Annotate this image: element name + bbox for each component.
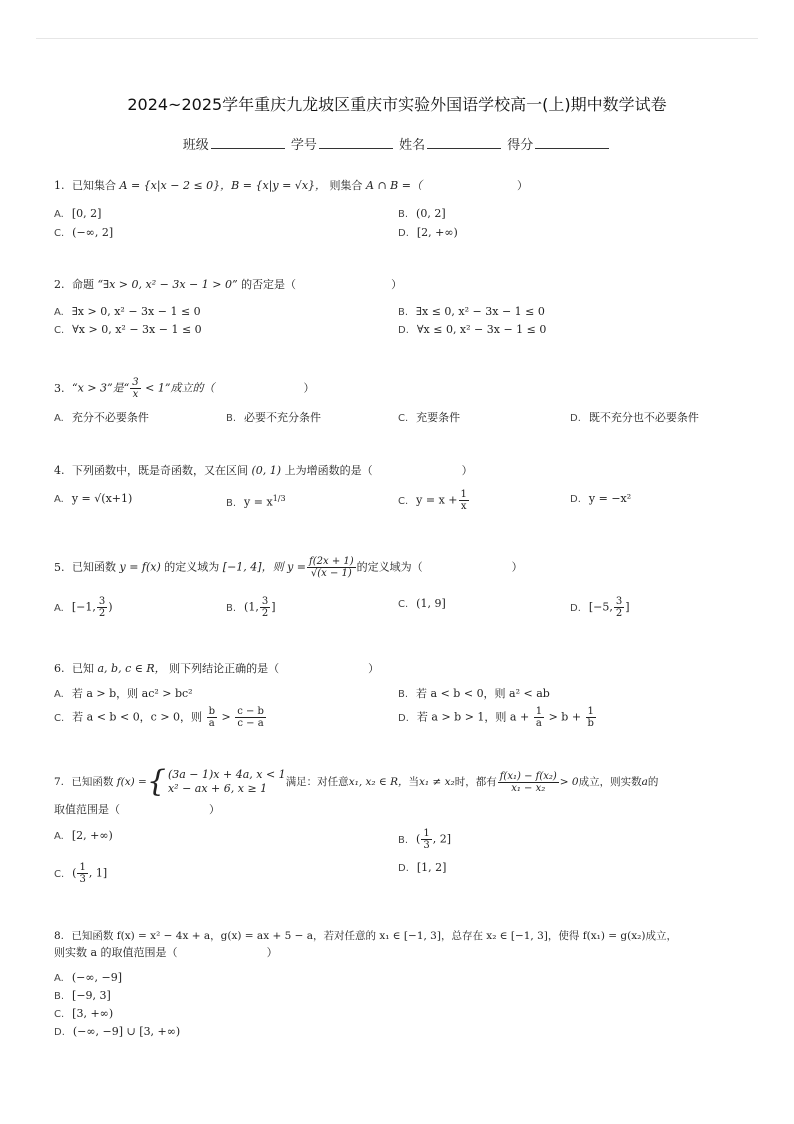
- answer-paren-close: ）: [461, 464, 473, 477]
- math-expression: y =: [287, 560, 307, 574]
- option-8c[interactable]: [54, 1006, 113, 1023]
- option-text: 若 a > b，则 ac² > bc²: [71, 687, 193, 700]
- numerator: 1: [460, 489, 467, 500]
- student-id-field-label: 学号: [290, 138, 317, 153]
- denominator: x₁ − x₂: [511, 782, 546, 794]
- question-text: 时，都有: [454, 776, 497, 788]
- question-number: 1.: [54, 179, 65, 192]
- question-text: 已知函数: [72, 560, 116, 574]
- option-4d[interactable]: [570, 491, 631, 508]
- numerator: 1: [423, 828, 430, 839]
- score-field-blank[interactable]: [535, 136, 609, 149]
- option-text: , 1]: [88, 866, 108, 880]
- option-label: B.: [398, 689, 409, 700]
- option-4a[interactable]: [54, 491, 132, 508]
- denominator: a: [535, 718, 542, 729]
- math-expression: “∃x > 0, x² − 3x − 1 > 0”: [97, 278, 238, 291]
- math-expression: < 1”成立的（: [141, 381, 215, 395]
- question-4-stem: [54, 463, 758, 479]
- name-field-blank[interactable]: [427, 136, 501, 149]
- option-label: A.: [54, 831, 64, 842]
- option-7d[interactable]: [398, 860, 446, 877]
- denominator: 2: [261, 608, 269, 619]
- option-label: C.: [54, 325, 65, 336]
- math-expression: > 0: [559, 776, 579, 788]
- option-3a[interactable]: [54, 410, 149, 427]
- option-label: C.: [398, 599, 409, 610]
- option-8d[interactable]: [54, 1024, 180, 1041]
- answer-paren-close: ）: [266, 946, 278, 959]
- option-6c[interactable]: [54, 706, 267, 729]
- option-text: [−1,: [71, 600, 96, 614]
- option-label: C.: [398, 495, 409, 507]
- question-8-stem: [54, 928, 758, 944]
- option-text: (−∞, −9]: [71, 971, 123, 984]
- option-label: A.: [54, 973, 64, 984]
- option-label: D.: [398, 863, 409, 874]
- option-label: A.: [54, 413, 64, 424]
- question-7-stem: [54, 764, 758, 799]
- option-label: B.: [398, 307, 409, 318]
- fraction: [77, 862, 87, 885]
- option-text: ]: [271, 600, 276, 614]
- class-field-blank[interactable]: [211, 136, 285, 149]
- answer-paren-close: ）: [511, 560, 523, 574]
- denominator: √(x − 1): [310, 568, 352, 579]
- fraction: [307, 556, 356, 579]
- option-7a[interactable]: [54, 828, 113, 845]
- option-text: y = x: [244, 495, 273, 509]
- case-2: x² − ax + 6, x ≥ 1: [167, 782, 268, 795]
- option-text: 必要不充分条件: [244, 411, 322, 424]
- question-text: 取值范围是（: [54, 803, 120, 816]
- answer-paren-close: ）: [209, 803, 220, 816]
- option-text: y = √(x+1): [71, 492, 133, 505]
- numerator: 3: [261, 596, 269, 607]
- math-expression: [−1, 4]，则: [222, 560, 284, 574]
- option-6b[interactable]: [398, 686, 550, 703]
- option-3c[interactable]: [398, 410, 460, 427]
- fraction: [459, 489, 469, 512]
- option-4b[interactable]: [226, 491, 286, 512]
- piecewise-function: [146, 764, 286, 799]
- denominator: 3: [423, 840, 430, 851]
- option-8a[interactable]: [54, 970, 122, 987]
- option-label: C.: [398, 413, 409, 424]
- question-number: 8.: [54, 930, 65, 942]
- question-number: 3.: [54, 381, 65, 395]
- fraction: [614, 596, 624, 619]
- fraction: [498, 771, 559, 794]
- student-id-field-blank[interactable]: [319, 136, 393, 149]
- fraction: [421, 828, 431, 851]
- option-4c[interactable]: [398, 489, 470, 512]
- option-2d[interactable]: [398, 322, 546, 339]
- question-text: 的定义域为（: [356, 560, 423, 574]
- option-label: D.: [398, 712, 409, 724]
- question-text: 已知集合: [72, 179, 116, 192]
- option-text: [−9, 3]: [72, 989, 111, 1002]
- question-7-stem-line2: [54, 802, 758, 818]
- option-label: D.: [398, 228, 409, 239]
- fraction: [130, 377, 140, 400]
- option-5b[interactable]: [226, 596, 276, 619]
- numerator: 1: [79, 862, 86, 873]
- math-expression: A = {x|x − 2 ≤ 0}，B = {x|y = √x}，: [119, 179, 327, 192]
- option-text: [3, +∞): [72, 1007, 114, 1020]
- question-text: 则下列结论正确的是（: [169, 662, 280, 675]
- option-label: A.: [54, 494, 64, 505]
- option-text: (0, 2]: [416, 207, 446, 220]
- option-label: C.: [54, 868, 65, 880]
- option-text: (−∞, −9] ∪ [3, +∞): [72, 1025, 181, 1038]
- answer-paren-close: ）: [368, 662, 380, 675]
- case-1: (3a − 1)x + 4a, x < 1: [167, 768, 286, 781]
- question-text: 已知函数 f(x) = x² − 4x + a，g(x) = ax + 5 − a，若对任意的 x₁ ∈ [−1, 3]，总存在 x₂ ∈ [−1, 3]，使得 f(x₁) = g(x₂)成立，: [71, 930, 677, 942]
- question-2-stem: [54, 277, 758, 293]
- option-5a[interactable]: [54, 596, 113, 619]
- option-text: 充要条件: [416, 411, 461, 424]
- question-8-stem-line2: [54, 945, 758, 961]
- question-number: 7.: [54, 776, 65, 788]
- option-1d[interactable]: [398, 225, 458, 242]
- option-text: ∃x > 0, x² − 3x − 1 ≤ 0: [71, 305, 201, 318]
- math-expression: A ∩ B =（: [366, 179, 422, 192]
- option-text: ∀x ≤ 0, x² − 3x − 1 ≤ 0: [416, 323, 547, 336]
- math-expression: “x > 3”是“: [72, 381, 130, 395]
- fraction: [235, 706, 266, 729]
- numerator: c − b: [237, 706, 264, 717]
- math-expression: x₁ ≠ x₂: [418, 776, 455, 788]
- denominator: a: [208, 718, 215, 729]
- header-rule: [36, 38, 758, 39]
- option-text: > b +: [548, 710, 582, 724]
- numerator: 3: [98, 596, 106, 607]
- option-text: [0, 2]: [71, 207, 102, 220]
- math-expression: a: [641, 776, 648, 788]
- fraction: [97, 596, 107, 619]
- question-text: 当: [408, 776, 419, 788]
- denominator: x: [132, 389, 139, 400]
- numerator: b: [208, 706, 215, 717]
- option-text: , 2]: [432, 832, 452, 846]
- math-expression: f(x) =: [116, 776, 147, 788]
- question-number: 2.: [54, 278, 65, 291]
- option-1c[interactable]: [54, 225, 113, 242]
- option-text: 既不充分也不必要条件: [588, 411, 699, 424]
- option-text: ∀x > 0, x² − 3x − 1 ≤ 0: [72, 323, 202, 336]
- question-text: 则集合: [329, 179, 363, 192]
- option-text: (: [416, 832, 421, 846]
- option-2a[interactable]: [54, 304, 201, 321]
- denominator: 2: [98, 608, 106, 619]
- fraction: [586, 706, 596, 729]
- option-text: (: [72, 866, 77, 880]
- question-number: 6.: [54, 662, 65, 675]
- question-1-stem: [54, 178, 758, 194]
- option-label: B.: [226, 413, 237, 424]
- question-text: 的否定是（: [241, 278, 297, 291]
- option-3d[interactable]: [570, 410, 699, 427]
- option-label: D.: [570, 494, 581, 505]
- option-text: [2, +∞): [71, 829, 113, 842]
- option-label: A.: [54, 307, 64, 318]
- option-6d[interactable]: [398, 706, 597, 729]
- option-text: (−∞, 2]: [72, 226, 114, 239]
- option-text: (1, 9]: [416, 597, 446, 610]
- option-label: B.: [226, 602, 237, 614]
- question-6-stem: [54, 661, 758, 677]
- option-text: 充分不必要条件: [71, 411, 149, 424]
- option-8b[interactable]: [54, 988, 111, 1005]
- option-text: ): [108, 600, 113, 614]
- numerator: f(x₁) − f(x₂): [499, 770, 557, 782]
- answer-paren-close: ）: [303, 381, 315, 395]
- option-label: C.: [54, 1009, 65, 1020]
- question-text: 满足：对任意: [285, 776, 349, 788]
- option-text: [2, +∞): [416, 226, 458, 239]
- student-info-row: [0, 134, 794, 153]
- option-text: 若 a < b < 0，c > 0，则: [72, 710, 203, 724]
- question-5-stem: [54, 556, 758, 579]
- question-number: 5.: [54, 560, 65, 574]
- option-7c[interactable]: [54, 862, 107, 885]
- name-field-label: 姓名: [399, 138, 426, 153]
- option-1b[interactable]: [398, 206, 446, 223]
- option-label: D.: [398, 325, 409, 336]
- option-label: A.: [54, 602, 64, 614]
- option-label: D.: [54, 1027, 65, 1038]
- question-text: 命题: [72, 278, 94, 291]
- question-number: 4.: [54, 464, 65, 477]
- option-label: B.: [54, 991, 65, 1002]
- option-text: >: [221, 710, 231, 724]
- option-2c[interactable]: [54, 322, 202, 339]
- option-label: C.: [54, 228, 65, 239]
- fraction: [534, 706, 544, 729]
- option-5d[interactable]: [570, 596, 630, 619]
- question-text: 已知: [72, 662, 94, 675]
- option-3b[interactable]: [226, 410, 321, 427]
- score-field-label: 得分: [507, 138, 534, 153]
- question-text: 则实数 a 的取值范围是（: [54, 946, 178, 959]
- option-text: ]: [625, 600, 630, 614]
- denominator: 2: [615, 608, 623, 619]
- page-title: 2024~2025学年重庆九龙坡区重庆市实验外国语学校高一(上)期中数学试卷: [127, 95, 667, 114]
- left-brace: {: [146, 764, 166, 799]
- math-expression: (0, 1): [251, 464, 282, 477]
- option-text: [−5,: [588, 600, 613, 614]
- fraction: [207, 706, 217, 729]
- question-3-stem: [54, 377, 758, 400]
- option-text: (1,: [244, 600, 259, 614]
- option-1a[interactable]: [54, 206, 101, 223]
- option-label: A.: [54, 689, 64, 700]
- class-field-label: 班级: [182, 138, 209, 153]
- question-text: 下列函数中，既是奇函数，又在区间: [72, 464, 248, 477]
- option-text: y = −x²: [588, 492, 632, 505]
- exponent: 1/3: [272, 494, 286, 503]
- fraction: [260, 596, 270, 619]
- question-text: 上为增函数的是（: [284, 464, 373, 477]
- numerator: 1: [535, 706, 543, 717]
- option-label: B.: [398, 209, 409, 220]
- denominator: x: [460, 501, 467, 512]
- option-text: 若 a > b > 1，则 a +: [416, 710, 530, 724]
- denominator: b: [587, 718, 594, 729]
- denominator: 3: [79, 874, 86, 885]
- numerator: 3: [132, 377, 139, 388]
- option-text: ∃x ≤ 0, x² − 3x − 1 ≤ 0: [416, 305, 545, 318]
- option-6a[interactable]: [54, 686, 193, 703]
- numerator: 3: [615, 596, 623, 607]
- question-text: 已知函数: [71, 776, 114, 788]
- option-5c[interactable]: [398, 596, 446, 613]
- option-label: B.: [398, 834, 409, 846]
- question-text: 的: [647, 776, 659, 788]
- question-text: 成立，则实数: [578, 776, 642, 788]
- option-label: C.: [54, 712, 65, 724]
- answer-paren-close: ）: [391, 278, 403, 291]
- option-label: D.: [570, 413, 581, 424]
- denominator: c − a: [237, 718, 264, 729]
- numerator: 1: [587, 706, 594, 717]
- option-label: A.: [54, 209, 64, 220]
- option-label: B.: [226, 497, 237, 509]
- option-text: y = x +: [416, 493, 458, 507]
- question-text: 的定义域为: [164, 560, 220, 574]
- option-2b[interactable]: [398, 304, 545, 321]
- option-text: [1, 2]: [416, 861, 447, 874]
- option-text: 若 a < b < 0，则 a² < ab: [416, 687, 550, 700]
- math-expression: x₁, x₂ ∈ R，: [348, 776, 409, 788]
- numerator: f(2x + 1): [309, 556, 354, 567]
- answer-paren-close: ）: [516, 179, 528, 192]
- math-expression: a, b, c ∈ R，: [97, 662, 166, 675]
- option-7b[interactable]: [398, 828, 451, 851]
- option-label: D.: [570, 602, 581, 614]
- math-expression: y = f(x): [119, 560, 161, 574]
